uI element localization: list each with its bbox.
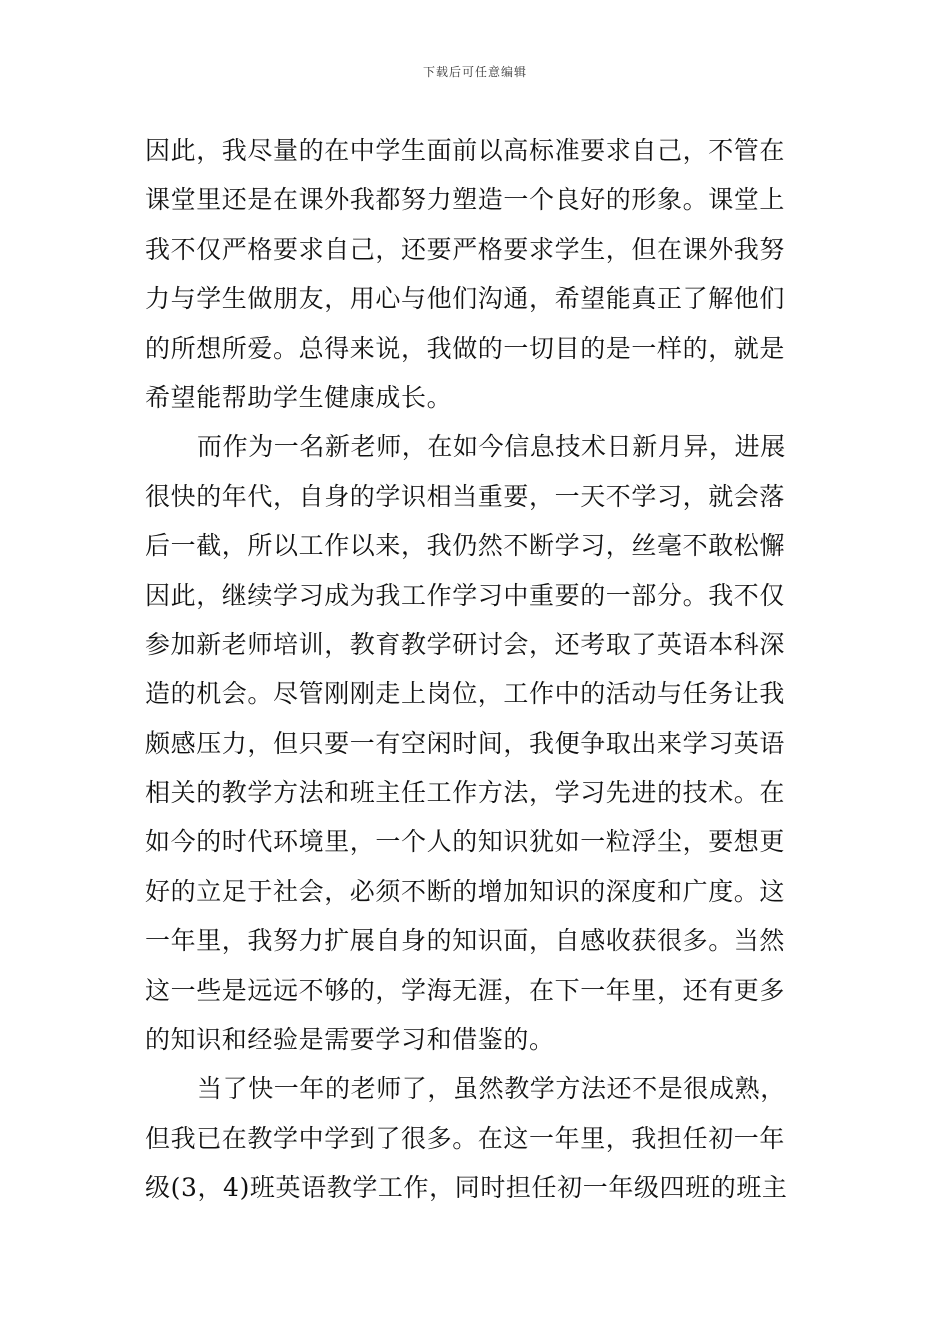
text-line: 的知识和经验是需要学习和借鉴的。 bbox=[145, 1025, 555, 1055]
text-line: 课堂里还是在课外我都努力塑造一个良好的形象。课堂上 bbox=[145, 185, 786, 215]
text-line: 一年里，我努力扩展自身的知识面，自感收获很多。当然 bbox=[145, 926, 786, 956]
page-header: 下载后可任意编辑 bbox=[422, 65, 527, 79]
paragraph-start-line: 而作为一名新老师，在如今信息技术日新月异，进展 bbox=[197, 432, 786, 462]
text-line: 颇感压力，但只要一有空闲时间，我便争取出来学习英语 bbox=[145, 728, 786, 758]
text-line: 力与学生做朋友，用心与他们沟通，希望能真正了解他们 bbox=[145, 284, 786, 314]
text-line: 好的立足于社会，必须不断的增加知识的深度和广度。这 bbox=[145, 876, 786, 906]
text-line: 因此，我尽量的在中学生面前以高标准要求自己，不管在 bbox=[145, 136, 786, 165]
text-line: 我不仅严格要求自己，还要严格要求学生，但在课外我努 bbox=[145, 234, 786, 264]
document-body bbox=[145, 126, 810, 1213]
text-line: 这一些是远远不够的，学海无涯，在下一年里，还有更多 bbox=[145, 975, 786, 1005]
text-line: 参加新老师培训，教育教学研讨会，还考取了英语本科深 bbox=[145, 629, 786, 659]
text-line: 相关的教学方法和班主任工作方法，学习先进的技术。在 bbox=[145, 778, 786, 808]
text-line: 但我已在教学中学到了很多。在这一年里，我担任初一年 bbox=[145, 1123, 786, 1153]
text-line: 造的机会。尽管刚刚走上岗位，工作中的活动与任务让我 bbox=[145, 679, 786, 709]
text-line: 因此，继续学习成为我工作学习中重要的一部分。我不仅 bbox=[145, 580, 786, 610]
text-line: 希望能帮助学生健康成长。 bbox=[145, 382, 453, 412]
text-line: 级(3，4)班英语教学工作，同时担任初一年级四班的班主 bbox=[145, 1173, 788, 1203]
text-line: 的所想所爱。总得来说，我做的一切目的是一样的，就是 bbox=[145, 333, 786, 363]
text-line: 如今的时代环境里，一个人的知识犹如一粒浮尘，要想更 bbox=[145, 827, 786, 857]
text-line: 很快的年代，自身的学识相当重要，一天不学习，就会落 bbox=[145, 481, 786, 511]
text-line: 后一截，所以工作以来，我仍然不断学习，丝毫不敢松懈 bbox=[145, 531, 786, 561]
paragraph-start-line: 当了快一年的老师了，虽然教学方法还不是很成熟， bbox=[197, 1074, 786, 1104]
